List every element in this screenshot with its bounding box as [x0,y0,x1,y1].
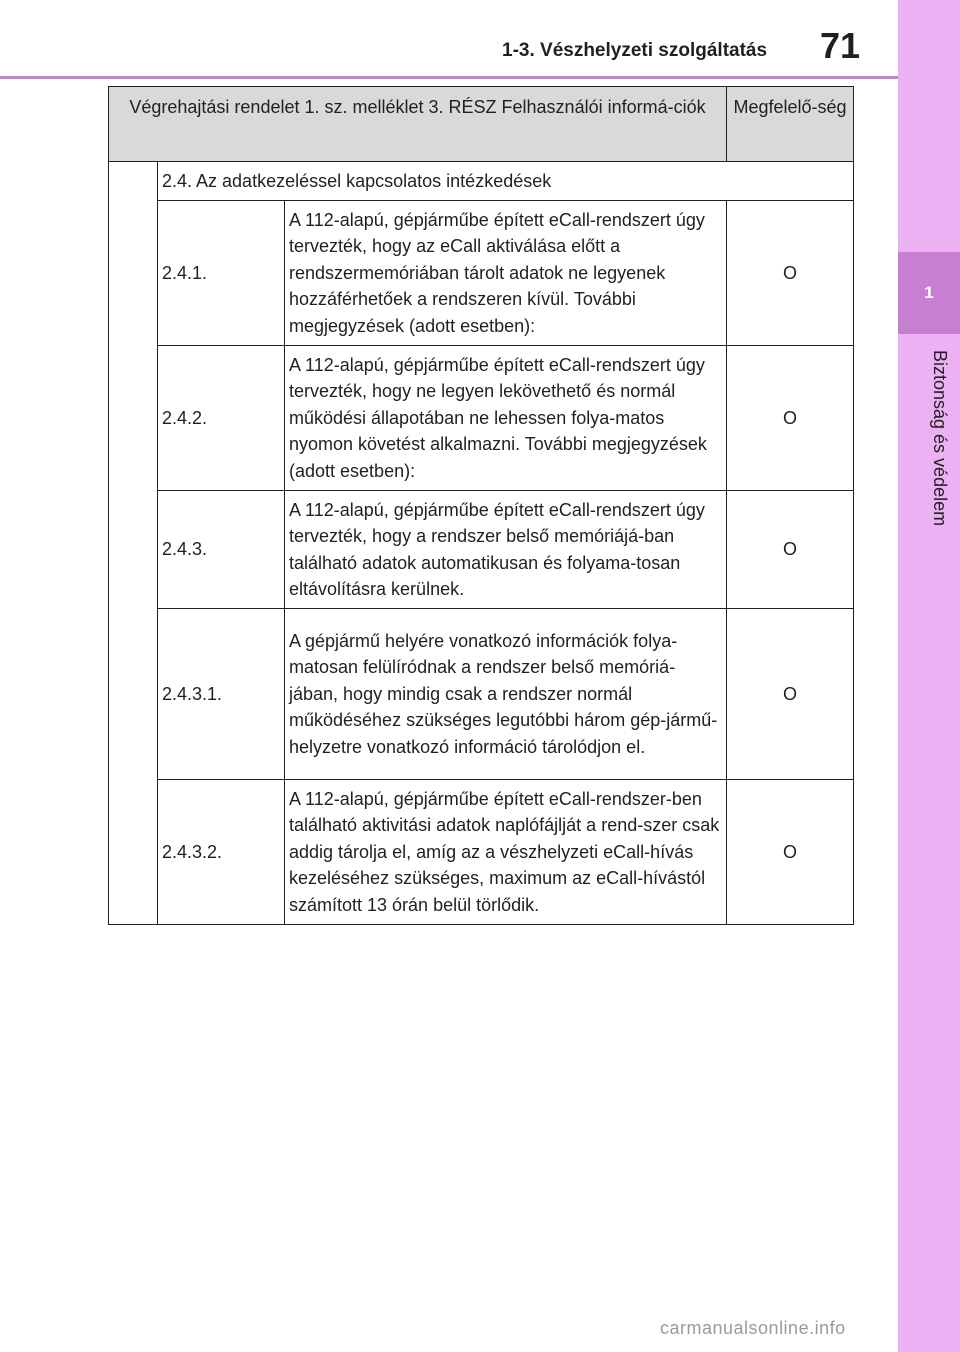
table-row [109,346,854,491]
chapter-sidebar [898,0,960,1352]
section-title: 1-3. Vészhelyzeti szolgáltatás [502,40,768,61]
page-number: 71 [820,25,861,66]
row-code: 2.4.3.2. [158,780,285,925]
row-code: 2.4.3.1. [158,609,285,780]
row-conformity: O [727,609,854,780]
column-header-conformity: Megfelelő-ség [727,87,854,162]
requirements-table [108,86,854,925]
chapter-title: Biztonság és védelem [930,350,950,527]
table-row [109,780,854,925]
row-text: A 112-alapú, gépjárműbe épített eCall-rendszert úgy tervezték, hogy a rendszer belső memóriájá-ban található adatok automatikusan és folyama-tosan eltávolításra kerülnek. [285,491,727,609]
table-row [109,201,854,346]
subheading-cell: 2.4. Az adatkezeléssel kapcsolatos intézkedések [158,162,854,201]
table-subheading-row [109,162,854,201]
table-header-row [109,87,854,162]
row-conformity: O [727,491,854,609]
row-text: A 112-alapú, gépjárműbe épített eCall-rendszert úgy tervezték, hogy ne legyen lekövethető és normál működési állapotában ne lehessen folya-matos nyomon követést alkalmazni. További megjegyzések (adott esetben): [285,346,727,491]
table-row [109,609,854,780]
column-header-information: Végrehajtási rendelet 1. sz. melléklet 3. RÉSZ Felhasználói informá-ciók [109,87,727,162]
row-code: 2.4.3. [158,491,285,609]
row-conformity: O [727,201,854,346]
row-text: A gépjármű helyére vonatkozó információk folya-matosan felülíródnak a rendszer belső memóriá-jában, hogy mindig csak a rendszer normál működéséhez szükséges legutóbbi három gép-jármű-helyzetre vonatkozó információ tárolódjon el. [285,609,727,780]
table-row [109,491,854,609]
header-rule [0,76,898,79]
chapter-number-tab[interactable]: 1 [898,252,960,334]
indent-cell [109,162,158,925]
row-text: A 112-alapú, gépjárműbe épített eCall-rendszert úgy tervezték, hogy az eCall aktiválása előtt a rendszermemóriában tárolt adatok ne legyenek hozzáférhetőek a rendszeren kívül. További megjegyzések (adott esetben): [285,201,727,346]
row-conformity: O [727,346,854,491]
watermark: carmanualsonline.info [660,1318,846,1338]
row-text: A 112-alapú, gépjárműbe épített eCall-rendszer-ben található aktivitási adatok naplófájlját a rend-szer csak addig tárolja el, amíg az a vészhelyzeti eCall-hívás kezeléséhez szükséges, maximum az eCall-hívástól számított 13 órán belül törlődik. [285,780,727,925]
row-code: 2.4.2. [158,346,285,491]
row-conformity: O [727,780,854,925]
row-code: 2.4.1. [158,201,285,346]
